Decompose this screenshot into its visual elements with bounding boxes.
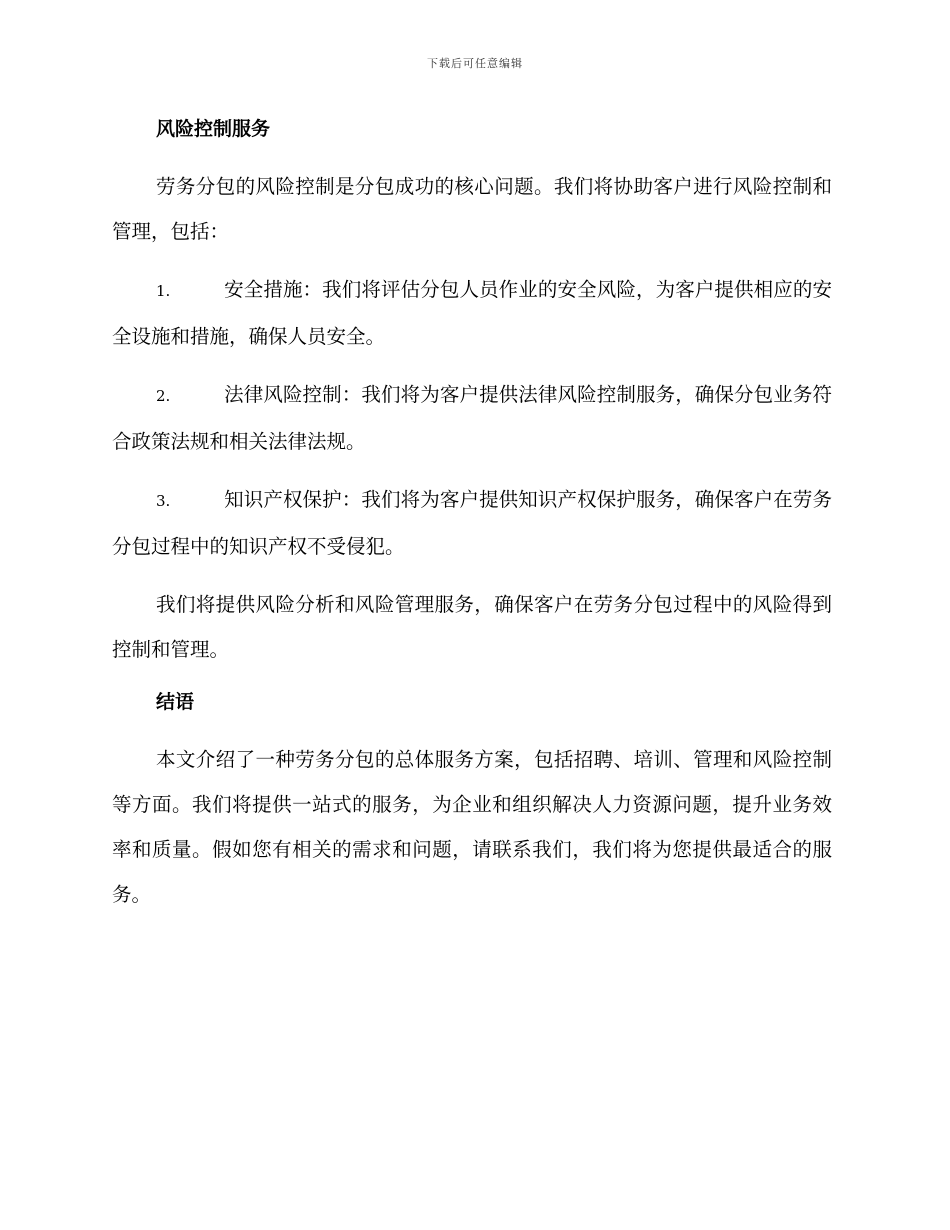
page-header: 下载后可任意编辑: [427, 57, 523, 70]
list-item: [112, 267, 832, 359]
list-item-number: 2.: [156, 387, 171, 405]
document-body: [112, 112, 832, 930]
list-item-number: 3.: [156, 492, 171, 510]
list-item: [112, 372, 832, 464]
list-item-text: 安全措施：我们将评估分包人员作业的安全风险，为客户提供相应的安全设施和措施，确保人员安全。: [112, 278, 832, 348]
section-title-conclusion: 结语: [156, 691, 195, 713]
list-item: [112, 477, 832, 569]
list-item-text: 法律风险控制：我们将为客户提供法律风险控制服务，确保分包业务符合政策法规和相关法律法规。: [112, 383, 832, 453]
risk-closing-paragraph: 我们将提供风险分析和风险管理服务，确保客户在劳务分包过程中的风险得到控制和管理。: [112, 593, 832, 661]
section-title-risk-control: 风险控制服务: [156, 118, 271, 140]
risk-intro-paragraph: 劳务分包的风险控制是分包成功的核心问题。我们将协助客户进行风险控制和管理，包括：: [112, 175, 832, 243]
conclusion-paragraph: 本文介绍了一种劳务分包的总体服务方案，包括招聘、培训、管理和风险控制等方面。我们将提供一站式的服务，为企业和组织解决人力资源问题，提升业务效率和质量。假如您有相关的需求和问题，请联系我们，我们将为您提供最适合的服务。: [112, 748, 832, 906]
list-item-text: 知识产权保护：我们将为客户提供知识产权保护服务，确保客户在劳务分包过程中的知识产权不受侵犯。: [112, 488, 832, 558]
list-item-number: 1.: [156, 282, 171, 300]
